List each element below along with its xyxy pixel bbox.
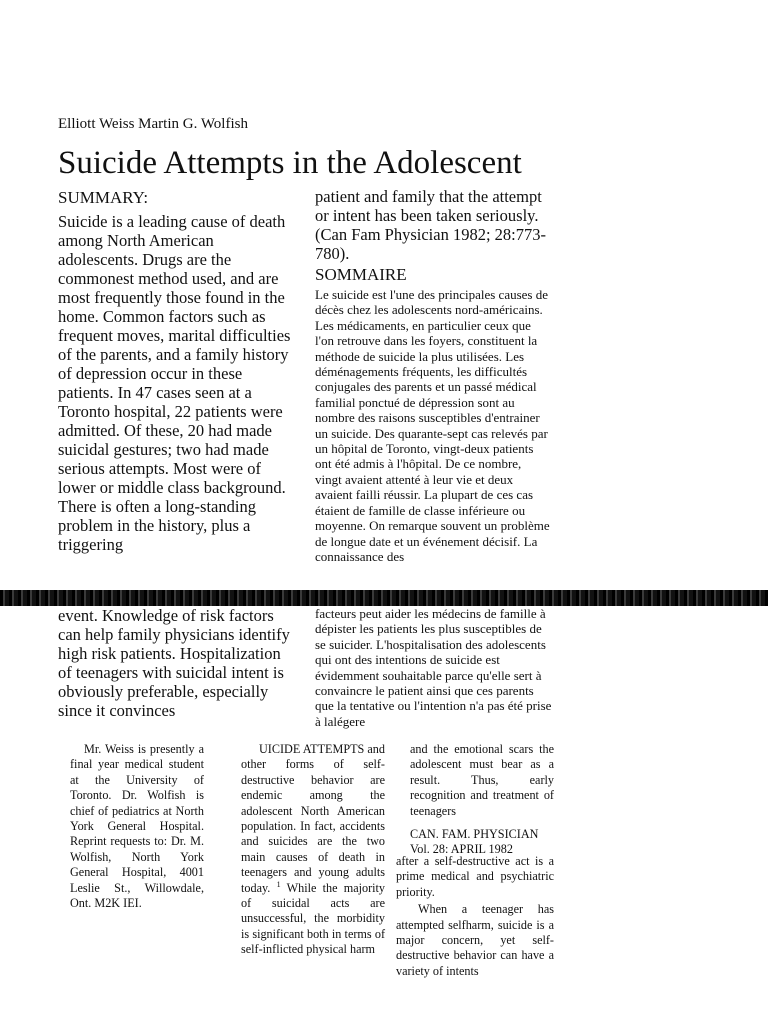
author-note-text: Mr. Weiss is presently a final year medical student at the University of Toronto. Dr. Wolfish is chief of pediatrics at North York General Hospital. Reprint requests to: Dr. M. Wolfish, North York General Hospital, 4001 Leslie St., Willowdale, Ont. M2K IEI.	[70, 742, 204, 911]
body-column-2-top	[410, 742, 554, 858]
body-col2-mid: after a self-destructive act is a prime medical and psychiatric priority.	[396, 854, 554, 899]
authors-line: Elliott Weiss Martin G. Wolfish	[58, 116, 248, 132]
sommaire-text-top-end: de longue date et un événement décisif. La connaissance des	[315, 533, 538, 564]
sommaire-word-legere: légere	[333, 713, 366, 729]
body-col2-top: and the emotional scars the adolescent must bear as a result. Thus, early recognition and treatment of teenagers	[410, 742, 554, 818]
summary-cont-column	[315, 187, 550, 564]
summary-text-cont: patient and family that the attempt or intent has been taken seriously. (Can Fam Physician 1982; 28:773-780).	[315, 187, 546, 263]
sommaire-text-bottom	[315, 606, 555, 729]
author-note	[70, 742, 204, 911]
sommaire-word-probleme: problème	[500, 518, 550, 534]
body-col1-end: While the majority of suicidal acts are unsuccessful, the morbidity is significant both in terms of self-inflicted physical harm	[241, 880, 386, 957]
body-col1-text	[241, 742, 385, 958]
sommaire-text-top-start: Le suicide est l'une des principales causes de décès chez les adolescents nord-américains. Les médicaments, en particulier ceux que l'on retrouve dans les foyers, constituent la méthode de suicide la plus utilisées. Les déménagements fréquents, les difficultés conjugales des parents et un passé médical familial ponctué de dépression sont au nombre des raisons susceptibles d'entrainer un suicide. Des quarante-sept cas relevés par un hôpital de Toronto, vingt-deux patients ont été admis à l'hôpital. De ce nombre, vingt avaient attenté à leur vie et deux avaient failli réussir. La plupart de ces cas étaient de famille de classe inférieure ou moyenne. On remarque souvent un	[315, 287, 549, 534]
journal-name: CAN. FAM. PHYSICIAN	[410, 827, 539, 842]
summary-section	[58, 188, 298, 554]
sommaire-text-top	[315, 287, 550, 564]
summary-heading: SUMMARY:	[58, 188, 149, 207]
journal-volume: Vol. 28: APRIL 1982	[410, 842, 513, 857]
scanned-black-bar	[0, 590, 768, 606]
summary-text-bottom: event. Knowledge of risk factors can help family physicians identify high risk patients. Hospitalization of teenagers with suicidal intent is obviously preferable, especially since it convinces	[58, 606, 290, 720]
sommaire-continued	[315, 606, 555, 729]
article-title: Suicide Attempts in the Adolescent	[58, 145, 522, 181]
summary-text-top: Suicide is a leading cause of death among North American adolescents. Drugs are the commonest method used, and are most frequently those found in the home. Common factors such as frequent moves, marital difficulties of the parents, and a family history of depression occur in these patients. In 47 cases seen at a Toronto hospital, 22 patients were admitted. Of these, 20 had made suicidal gestures; two had made serious attempts. Most were of lower or middle class background. There is often a long-standing problem in the history, plus a triggering	[58, 212, 291, 554]
body-col1-start: UICIDE ATTEMPTS and other forms of self-destructive behavior are endemic among the adolescent North American population. In fact, accidents and suicides are the two main causes of death in teenagers and young adults today.	[241, 742, 385, 895]
sommaire-text-bottom-main: facteurs peut aider les médecins de famille à dépister les patients les plus susceptibles de se suicider. L'hospitalisation des adolescents qui ont des intentions de suicide est évidemment souhaitable parce qu'elle sert à convaincre le patient ainsi que ces parents que la tentative ou l'intention n'a pas été prise à la	[315, 606, 552, 729]
body-col2-bottom: When a teenager has attempted selfharm, suicide is a major concern, yet self-destructive behavior can have a variety of intents	[396, 902, 554, 978]
sommaire-heading: SOMMAIRE	[315, 265, 407, 284]
reference-marker: 1	[276, 879, 281, 889]
body-column-1	[241, 742, 385, 958]
summary-continued	[58, 606, 298, 720]
body-column-2-bottom	[396, 854, 554, 979]
